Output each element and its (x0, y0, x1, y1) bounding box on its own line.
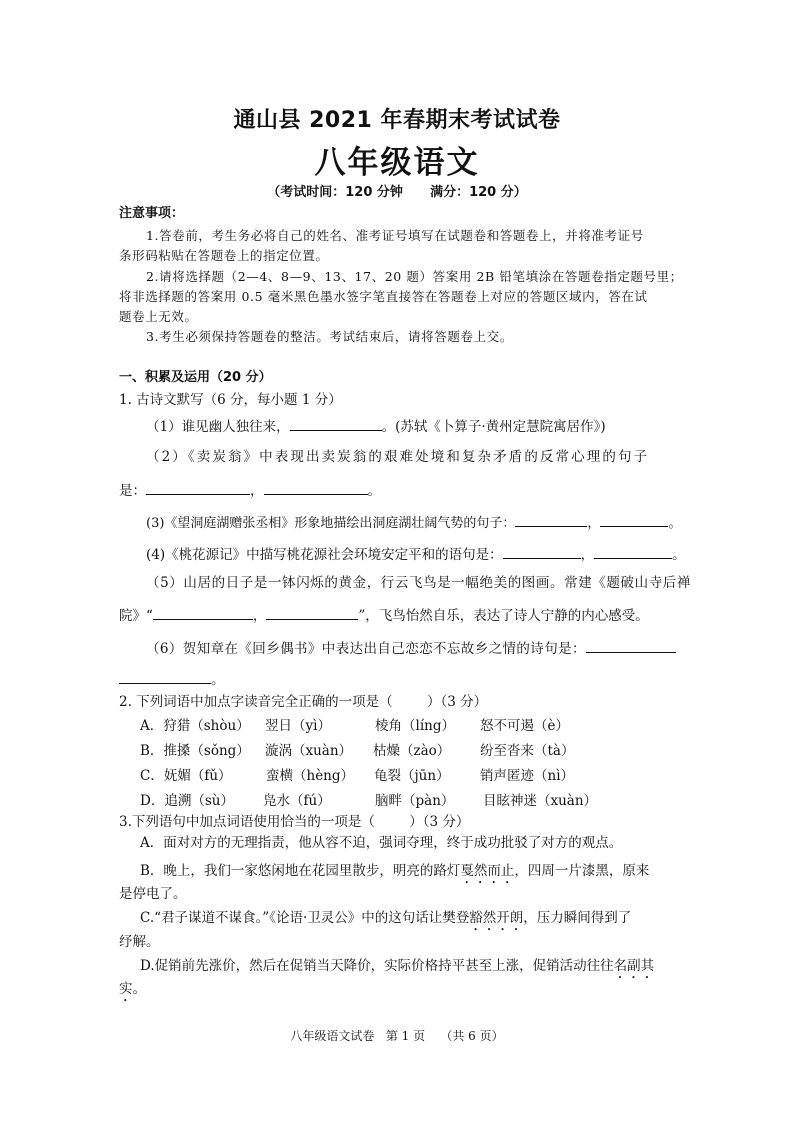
q1-item-1: （1）谁见幽人独往来， 。(苏轼《卜算子·黄州定慧院寓居作》) (146, 416, 606, 436)
emphasized-phrase: 实 (119, 981, 133, 997)
q2-option-a-2: 翌日（yì） (265, 718, 331, 734)
q3-stem: 3.下列语句中加点词语使用恰当的一项是（ ）（3 分） (119, 814, 470, 830)
note-line-3: 2.请将选择题（2—4、8—9、13、17、20 题）答案用 2B 铅笔填涂在答题卷指定题号里； (146, 269, 683, 284)
answer-blank (153, 605, 253, 620)
q2-option-a-3: 棱角（líng） (375, 718, 455, 734)
q3-option-d-line-2: 实。 (119, 981, 146, 997)
answer-blank (586, 638, 676, 653)
q2-option-c-3: 龟裂（jūn） (374, 768, 450, 784)
q2-option-c-1: C．妩媚（fǔ） (140, 768, 232, 784)
answer-blank (119, 669, 211, 684)
q2-option-b-2: 漩涡（xuàn） (265, 743, 353, 759)
q3-option-b-line-1: B．晚上，我们一家悠闲地在花园里散步，明亮的路灯戛然而止，四周一片漆黑，原来 (140, 863, 650, 879)
note-line-4: 将非选择题的答案用 0.5 毫米黑色墨水签字笔直接答在答题卷上对应的答题区域内，答在试 (119, 289, 648, 304)
q3-option-d-line-1: D.促销前先涨价，然后在促销当天降价，实际价格持平甚至上涨，促销活动往往名副其 (140, 958, 655, 974)
note-line-5: 题卷上无效。 (119, 309, 198, 324)
answer-blank (594, 544, 672, 559)
notes-heading: 注意事项： (119, 206, 185, 221)
answer-blank (146, 480, 250, 495)
answer-blank (266, 605, 358, 620)
q1-item-6-line-2: 。 (119, 669, 225, 689)
q2-option-b-4: 纷至沓来（tà） (480, 743, 575, 759)
emphasized-phrase: 名副其 (613, 958, 655, 974)
q3-option-b-line-2: 是停电了。 (119, 886, 187, 902)
q2-option-d-4: 目眩神迷（xuàn） (483, 793, 598, 809)
answer-blank (264, 480, 368, 495)
q2-option-a-4: 怒不可遏（è） (480, 718, 569, 734)
q1-item-2-line-1: （2）《卖炭翁》中表现出卖炭翁的艰难处境和复杂矛盾的反常心理的句子 (146, 449, 650, 465)
note-line-6: 3.考生必须保持答题卷的整洁。考试结束后，请将答题卷上交。 (146, 329, 513, 344)
section-heading: 一、积累及运用（20 分） (119, 370, 272, 385)
exam-title: 通山县 2021 年春期末考试试卷 (233, 108, 561, 133)
page-footer: 八年级语文试卷 第 1 页 （共 6 页） (290, 1029, 504, 1043)
q2-option-b-3: 枯燥（zào） (373, 743, 451, 759)
answer-blank (290, 416, 382, 431)
subject-title: 八年级语文 (314, 145, 480, 181)
q2-option-c-2: 蛮横（hèng） (266, 768, 355, 784)
q2-option-d-1: D．追溯（sù） (140, 793, 234, 809)
q2-stem: 2. 下列词语中加点字读音完全正确的一项是（ ）（3 分） (119, 694, 488, 710)
answer-blank (515, 512, 587, 527)
q2-option-d-2: 凫水（fú） (263, 793, 331, 809)
answer-blank (503, 544, 581, 559)
note-line-2: 条形码粘贴在答题卷上的指定位置。 (119, 248, 329, 263)
q2-option-a-1: A．狩猎（shòu） (140, 718, 250, 734)
q2-option-b-1: B．推搡（sǒng） (140, 743, 250, 759)
q3-option-c-line-2: 纾解。 (119, 934, 160, 950)
answer-blank (600, 512, 668, 527)
q1-item-6-line-1: （6）贺知章在《回乡偶书》中表达出自己恋恋不忘故乡之情的诗句是： (146, 638, 676, 658)
q1-item-2-line-2: 是： ， 。 (119, 480, 381, 500)
q2-option-c-4: 销声匿迹（nì） (480, 768, 575, 784)
q1-item-3: (3)《望洞庭湖赠张丞相》形象地描绘出洞庭湖壮阔气势的句子： ， 。 (146, 512, 681, 533)
q1-item-4: (4)《桃花源记》中描写桃花源社会环境安定平和的语句是： ， 。 (146, 544, 686, 564)
q2-option-d-3: 脑畔（pàn） (375, 793, 455, 809)
emphasized-phrase: 戛然而止 (460, 863, 515, 879)
q1-item-5-line-1: （5）山居的日子是一钵闪烁的黄金，行云飞鸟是一幅绝美的图画。常建《题破山寺后禅 (146, 575, 691, 591)
q1-stem: 1. 古诗文默写（6 分，每小题 1 分） (119, 392, 342, 408)
exam-info: （考试时间：120 分钟 满分：120 分） (267, 185, 527, 200)
q1-item-5-line-2: 院》“ ， ”，飞鸟怡然自乐，表达了诗人宁静的内心感受。 (119, 605, 649, 625)
emphasized-phrase: 豁然开朗 (469, 910, 524, 926)
q3-option-a: A．面对对方的无理指责，他从容不迫，强词夺理，终于成功批驳了对方的观点。 (140, 835, 623, 851)
note-line-1: 1.答卷前，考生务必将自己的姓名、准考证号填写在试题卷和答题卷上，并将准考证号 (146, 228, 644, 243)
q3-option-c-line-1: C.“君子谋道不谋食。”《论语·卫灵公》中的这句话让樊登豁然开朗，压力瞬间得到了 (140, 910, 632, 926)
